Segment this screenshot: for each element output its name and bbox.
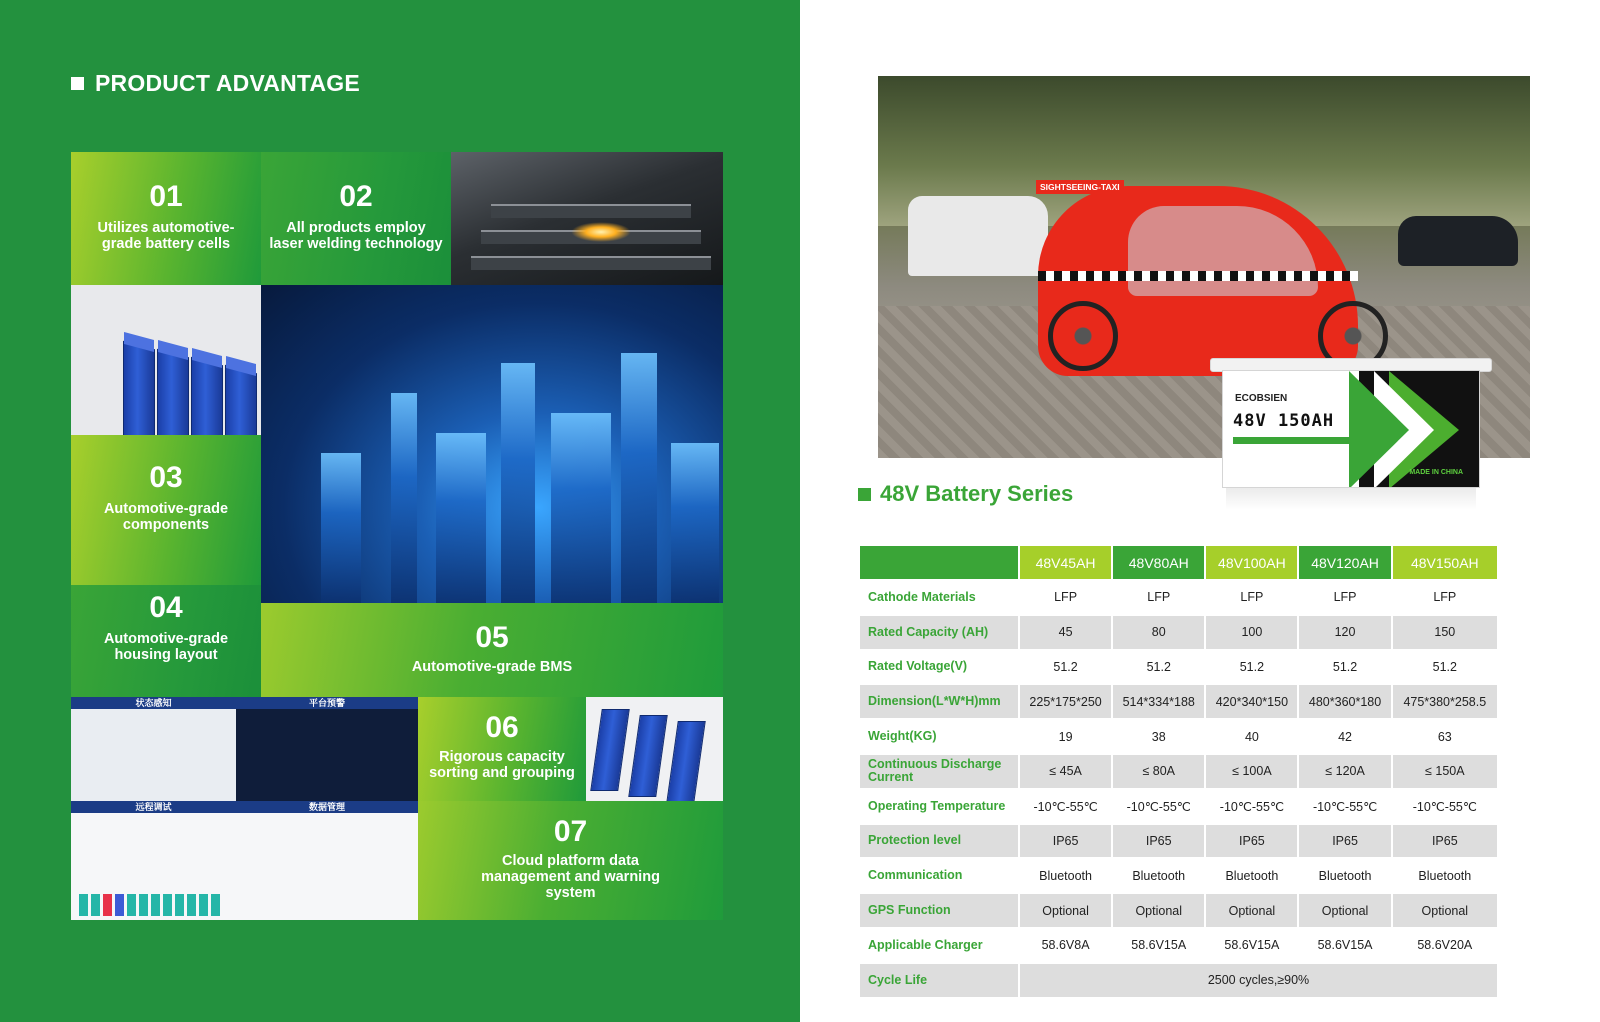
table-cell: 51.2 bbox=[1432, 659, 1457, 674]
advantage-tile-05 bbox=[261, 603, 723, 697]
table-cell: Optional bbox=[1113, 894, 1204, 927]
table-cell: LFP bbox=[1054, 590, 1078, 605]
battery-reflection bbox=[1226, 488, 1476, 510]
laser-welding-photo bbox=[451, 152, 723, 285]
table-cell: 45 bbox=[1020, 616, 1111, 649]
table-cell: Optional bbox=[1393, 894, 1497, 927]
table-cell: 80 bbox=[1113, 616, 1204, 649]
table-cell: LFP bbox=[1433, 590, 1457, 605]
advantage-tile-02 bbox=[261, 152, 451, 285]
table-cell: 19 bbox=[1058, 729, 1073, 744]
table-cell: 58.6V20A bbox=[1417, 938, 1473, 953]
battery-cell bbox=[225, 365, 257, 435]
row-label: Cathode Materials bbox=[868, 589, 976, 604]
dashboard-bar bbox=[79, 894, 88, 916]
advantage-number: 03 bbox=[149, 461, 183, 494]
photo-detail bbox=[621, 353, 657, 603]
row-label: Rated Capacity (AH) bbox=[860, 616, 1018, 649]
header-blank-cell bbox=[860, 546, 1018, 579]
dashboard-bar bbox=[139, 894, 148, 916]
table-cell: Optional bbox=[1206, 894, 1297, 927]
battery-cells-photo-2 bbox=[586, 697, 723, 801]
table-cell: 420*340*150 bbox=[1206, 685, 1297, 718]
table-cell: Bluetooth bbox=[1132, 868, 1186, 883]
photo-detail bbox=[501, 363, 535, 603]
table-cell: 150 bbox=[1393, 616, 1497, 649]
dashboard-bar bbox=[91, 894, 100, 916]
dashboard-bar bbox=[175, 894, 184, 916]
battery-cell bbox=[666, 721, 706, 801]
table-cell: 51.2 bbox=[1146, 659, 1171, 674]
table-row bbox=[860, 825, 1497, 858]
advantage-grid bbox=[71, 152, 723, 920]
table-cell: 480*360*180 bbox=[1299, 685, 1390, 718]
battery-cell bbox=[123, 341, 155, 435]
advantage-text: All products employ laser welding technology bbox=[269, 220, 443, 252]
advantage-text: Automotive-grade housing layout bbox=[103, 631, 229, 663]
dashboard-bar bbox=[103, 894, 112, 916]
table-row bbox=[860, 581, 1497, 614]
series-title-text: 48V Battery Series bbox=[880, 481, 1074, 506]
row-label: Cycle Life bbox=[860, 964, 1018, 997]
column-header: 48V80AH bbox=[1113, 546, 1204, 579]
column-header: 48V100AH bbox=[1206, 546, 1297, 579]
smart-city-photo bbox=[261, 285, 723, 603]
column-header: 48V45AH bbox=[1020, 546, 1111, 579]
battery-cell bbox=[628, 715, 668, 797]
section-title bbox=[71, 70, 360, 97]
table-cell: 58.6V15A bbox=[1224, 938, 1280, 953]
photo-detail bbox=[391, 393, 417, 603]
row-label: Applicable Charger bbox=[868, 937, 983, 952]
advantage-text: Rigorous capacity sorting and grouping bbox=[429, 749, 575, 781]
table-cell: 2500 cycles,≥90% bbox=[1020, 964, 1497, 997]
table-row bbox=[860, 894, 1497, 927]
table-row bbox=[860, 755, 1497, 788]
advantage-text: Cloud platform data management and warning system bbox=[481, 853, 660, 901]
photo-detail bbox=[551, 413, 611, 603]
advantage-tile-04 bbox=[71, 585, 261, 697]
dashboard-label: 远程调试 bbox=[71, 801, 236, 813]
dashboard-label: 状态感知 bbox=[71, 697, 236, 709]
table-cell: LFP bbox=[1333, 590, 1357, 605]
battery-strip bbox=[1233, 437, 1359, 444]
table-row bbox=[860, 651, 1497, 684]
table-cell: IP65 bbox=[1393, 825, 1497, 858]
section-title-text: PRODUCT ADVANTAGE bbox=[95, 70, 360, 96]
table-cell: Bluetooth bbox=[1418, 868, 1472, 883]
table-cell: LFP bbox=[1240, 590, 1264, 605]
dashboard-bar bbox=[163, 894, 172, 916]
battery-logo: ECOBSIEN bbox=[1235, 393, 1288, 404]
table-cell: 51.2 bbox=[1239, 659, 1265, 674]
table-cell: 58.6V15A bbox=[1131, 938, 1187, 953]
photo-car bbox=[1398, 216, 1518, 266]
advantage-number: 07 bbox=[553, 815, 588, 848]
table-cell: ≤ 120A bbox=[1299, 755, 1390, 788]
table-cell: Optional bbox=[1020, 894, 1111, 927]
table-cell: ≤ 45A bbox=[1020, 755, 1111, 788]
table-cell: LFP bbox=[1147, 590, 1171, 605]
table-cell: Bluetooth bbox=[1318, 868, 1372, 883]
table-cell: -10℃-55℃ bbox=[1219, 799, 1284, 814]
photo-detail bbox=[491, 204, 691, 218]
welding-sparks bbox=[571, 222, 631, 242]
advantage-text: Automotive-grade components bbox=[103, 501, 229, 533]
table-cell: 475*380*258.5 bbox=[1393, 685, 1497, 718]
advantage-text: Utilizes automotive-grade battery cells bbox=[97, 220, 235, 252]
table-cell: Bluetooth bbox=[1225, 868, 1279, 883]
table-row bbox=[860, 616, 1497, 649]
advantage-tile-07 bbox=[418, 801, 723, 920]
battery-cells-photo bbox=[71, 285, 261, 435]
battery-product-image bbox=[1222, 358, 1480, 518]
table-cell: 58.6V15A bbox=[1317, 938, 1373, 953]
battery-cell bbox=[590, 709, 630, 791]
table-row bbox=[860, 964, 1497, 997]
table-cell: IP65 bbox=[1113, 825, 1204, 858]
table-cell: IP65 bbox=[1206, 825, 1297, 858]
spec-table bbox=[858, 544, 1499, 999]
row-label: Rated Voltage(V) bbox=[868, 659, 968, 674]
photo-detail bbox=[321, 453, 361, 603]
table-cell: 58.6V8A bbox=[1041, 938, 1090, 953]
dashboard-bar bbox=[115, 894, 124, 916]
row-label: Continuous Discharge Current bbox=[860, 755, 1018, 788]
taxi-sign: SIGHTSEEING-TAXI bbox=[1036, 180, 1124, 194]
row-label: GPS Function bbox=[860, 894, 1018, 927]
table-cell: IP65 bbox=[1299, 825, 1390, 858]
photo-detail bbox=[471, 256, 711, 270]
advantage-tile-01 bbox=[71, 152, 261, 285]
table-cell: Optional bbox=[1299, 894, 1390, 927]
photo-van bbox=[908, 196, 1048, 276]
table-cell: 514*334*188 bbox=[1113, 685, 1204, 718]
table-cell: ≤ 100A bbox=[1206, 755, 1297, 788]
row-label: Communication bbox=[868, 868, 963, 883]
table-cell: IP65 bbox=[1020, 825, 1111, 858]
row-label: Protection level bbox=[860, 825, 1018, 858]
photo-detail bbox=[671, 443, 719, 603]
dashboard-screenshot-bottom bbox=[71, 801, 418, 920]
table-cell: 225*175*250 bbox=[1020, 685, 1111, 718]
advantage-number: 04 bbox=[149, 591, 183, 624]
row-label: Weight(KG) bbox=[868, 729, 937, 744]
dashboard-map bbox=[236, 709, 418, 801]
dashboard-screenshot-top bbox=[71, 697, 418, 801]
square-bullet-icon bbox=[71, 77, 84, 90]
table-cell: 42 bbox=[1338, 729, 1352, 744]
table-row bbox=[860, 685, 1497, 718]
series-title bbox=[858, 481, 1073, 507]
table-header-row bbox=[860, 546, 1497, 579]
column-header: 48V150AH bbox=[1393, 546, 1497, 579]
wheel-icon bbox=[1048, 301, 1118, 371]
table-row bbox=[860, 790, 1497, 823]
battery-cell bbox=[191, 357, 223, 435]
advantage-tile-03 bbox=[71, 435, 261, 585]
advantage-number: 06 bbox=[485, 711, 519, 744]
dashboard-label: 平台预警 bbox=[236, 697, 418, 709]
table-cell: 100 bbox=[1206, 616, 1297, 649]
table-cell: -10℃-55℃ bbox=[1126, 799, 1191, 814]
battery-cell bbox=[157, 349, 189, 435]
table-cell: 40 bbox=[1244, 729, 1259, 744]
dashboard-bar bbox=[187, 894, 196, 916]
advantage-number: 05 bbox=[475, 621, 509, 654]
dashboard-bar bbox=[127, 894, 136, 916]
square-bullet-icon bbox=[858, 488, 871, 501]
chevron-icon bbox=[1349, 371, 1409, 488]
table-cell: Bluetooth bbox=[1039, 868, 1092, 883]
dashboard-bar bbox=[211, 894, 220, 916]
table-cell: 63 bbox=[1437, 729, 1452, 744]
column-header: 48V120AH bbox=[1299, 546, 1390, 579]
battery-model-label: 48V 150AH bbox=[1233, 411, 1335, 431]
taxi-checker-stripe bbox=[1038, 271, 1358, 281]
row-label: Dimension(L*W*H)mm bbox=[860, 685, 1018, 718]
battery-box bbox=[1222, 370, 1480, 488]
advantage-number: 01 bbox=[149, 180, 183, 213]
table-cell: 120 bbox=[1299, 616, 1390, 649]
dashboard-bar bbox=[151, 894, 160, 916]
advantage-tile-06 bbox=[418, 697, 586, 801]
dashboard-label: 数据管理 bbox=[236, 801, 418, 813]
advantage-text: Automotive-grade BMS bbox=[411, 659, 573, 675]
table-cell: -10℃-55℃ bbox=[1412, 799, 1477, 814]
table-cell: 51.2 bbox=[1332, 659, 1358, 674]
made-in-label: MADE IN CHINA bbox=[1409, 469, 1463, 476]
photo-detail bbox=[436, 433, 486, 603]
table-row bbox=[860, 859, 1497, 892]
table-cell: -10℃-55℃ bbox=[1312, 799, 1378, 814]
table-cell: 38 bbox=[1151, 729, 1166, 744]
table-cell: 51.2 bbox=[1053, 659, 1078, 674]
row-label: Operating Temperature bbox=[868, 798, 1006, 813]
advantage-number: 02 bbox=[339, 180, 373, 213]
table-cell: -10℃-55℃ bbox=[1033, 799, 1098, 814]
table-cell: ≤ 150A bbox=[1393, 755, 1497, 788]
table-cell: ≤ 80A bbox=[1113, 755, 1204, 788]
table-row bbox=[860, 929, 1497, 962]
dashboard-bar bbox=[199, 894, 208, 916]
table-row bbox=[860, 720, 1497, 753]
